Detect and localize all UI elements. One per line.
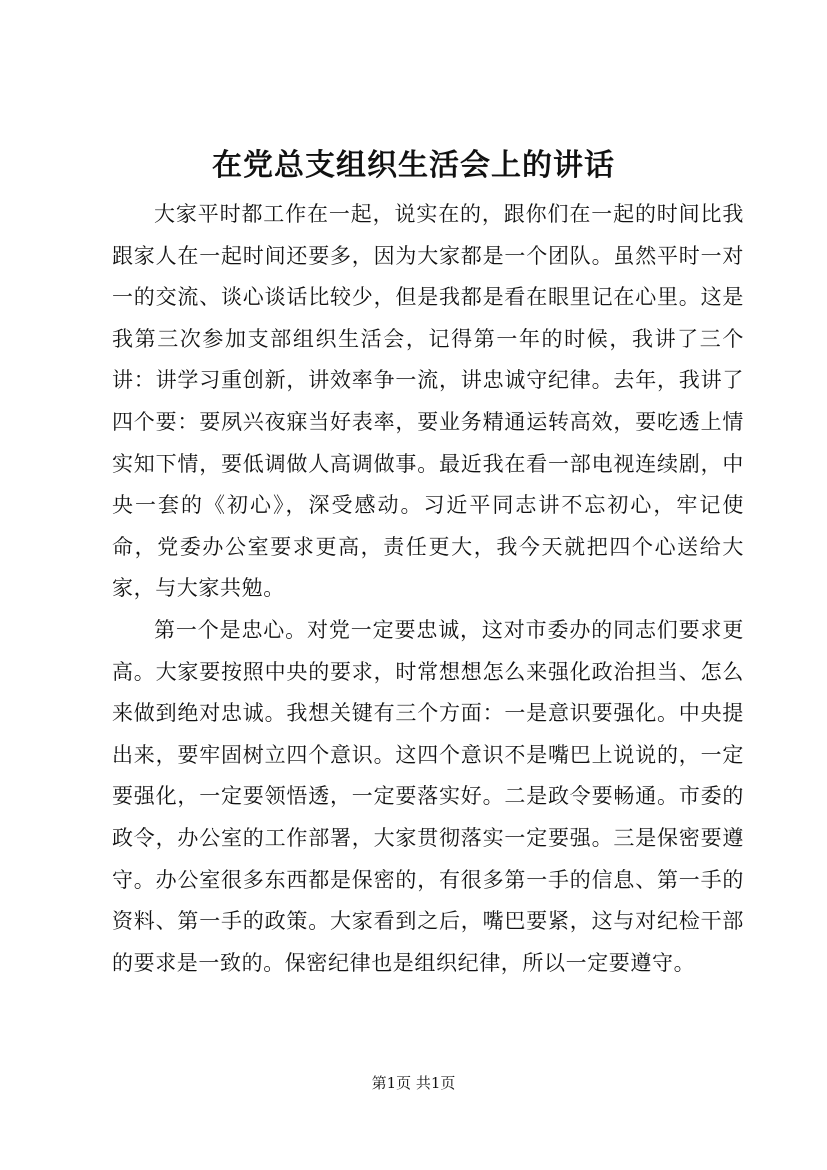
paragraph-2: 第一个是忠心。对党一定要忠诚，这对市委办的同志们要求更高。大家要按照中央的要求，时常想想怎么来强化政治担当、怎么来做到绝对忠诚。我想关键有三个方面：一是意识要强化。中央提出来，要牢固树立四个意识。这四个意识不是嘴巴上说说的，一定要强化，一定要领悟透，一定要落实好。二是政令要畅通。市委的政令，办公室的工作部署，大家贯彻落实一定要强。三是保密要遵守。办公室很多东西都是保密的，有很多第一手的信息、第一手的资料、第一手的政策。大家看到之后，嘴巴要紧，这与对纪检干部的要求是一致的。保密纪律也是组织纪律，所以一定要遵守。: [112, 617, 744, 975]
page-number-footer: 第1页 共1页: [371, 1074, 456, 1092]
paragraph-1: 大家平时都工作在一起，说实在的，跟你们在一起的时间比我跟家人在一起时间还要多，因为大家都是一个团队。虽然平时一对一的交流、谈心谈话比较少，但是我都是看在眼里记在心里。这是我第三次参加支部组织生活会，记得第一年的时候，我讲了三个讲：讲学习重创新，讲效率争一流，讲忠诚守纪律。去年，我讲了四个要：要夙兴夜寐当好表率，要业务精通运转高效，要吃透上情实知下情，要低调做人高调做事。最近我在看一部电视连续剧，中央一套的《初心》，深受感动。习近平同志讲不忘初心，牢记使命，党委办公室要求更高，责任更大，我今天就把四个心送给大家，与大家共勉。: [112, 202, 744, 601]
document-body: [112, 194, 744, 984]
document-title: 在党总支组织生活会上的讲话: [212, 148, 615, 183]
